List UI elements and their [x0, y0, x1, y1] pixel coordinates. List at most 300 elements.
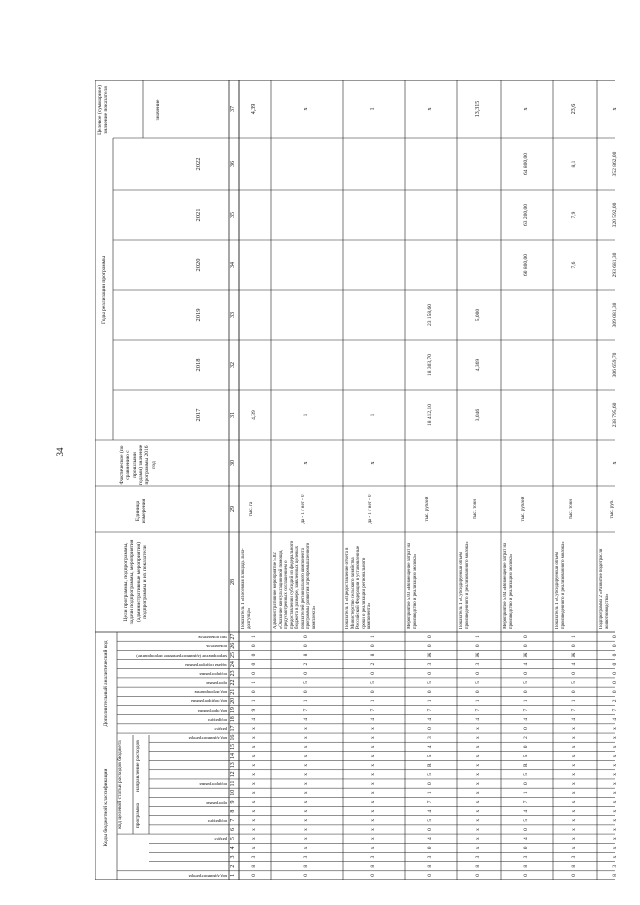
code-cell: 0	[475, 690, 481, 694]
code-cell: 0	[612, 644, 618, 648]
column-number: 35	[230, 212, 236, 218]
code-cell: 5	[523, 754, 529, 758]
row-unit: тыс. рублей	[425, 496, 430, 522]
header-expense-direction: направление расходов	[135, 740, 141, 792]
column-number: 37	[230, 106, 236, 112]
code-cell: 7	[370, 708, 376, 712]
code-cell: 0	[523, 690, 529, 694]
row-year-value: 4,39	[251, 410, 257, 420]
column-number: 12	[230, 771, 236, 778]
code-cell: x	[612, 763, 618, 767]
row-year-value	[303, 240, 312, 290]
vertical-header-label: подраздел	[207, 818, 227, 824]
row-actual	[571, 440, 580, 486]
code-cell: x	[571, 773, 577, 776]
code-cell: x	[571, 837, 577, 841]
code-cell: 8	[303, 653, 309, 657]
row-year-value: 3,046	[475, 408, 481, 422]
code-cell: 1	[475, 699, 481, 703]
row-year-value: 5,000	[475, 308, 481, 322]
column-number: 18	[230, 716, 236, 723]
column-number: 8	[230, 809, 236, 813]
code-cell: 8	[303, 864, 309, 868]
code-cell: Ж	[427, 652, 433, 658]
row-year-value	[475, 138, 484, 190]
vertical-header-label: код программы	[197, 708, 227, 714]
row-year-value	[475, 190, 484, 240]
code-cell: 0	[612, 662, 618, 666]
code-cell: 0	[523, 745, 529, 749]
code-cell: x	[612, 736, 618, 740]
code-cell: 0	[427, 635, 433, 638]
code-cell: 2	[523, 736, 529, 740]
row-year-value	[523, 290, 532, 340]
vertical-header-label: раздел	[214, 727, 227, 733]
code-cell: x	[612, 846, 618, 850]
code-cell: x	[612, 773, 618, 776]
code-cell: x	[475, 782, 481, 785]
header-target-sub: значение	[155, 99, 161, 121]
code-cell: 4	[427, 745, 433, 749]
code-cell: 4	[612, 717, 618, 721]
vertical-header-label: код подпрограммы	[190, 699, 227, 705]
row-year-value: 320 592,00	[612, 202, 618, 228]
code-cell: x	[251, 791, 257, 795]
code-cell: 0	[370, 644, 376, 648]
code-cell: 0	[523, 635, 529, 638]
row-year-value	[571, 340, 580, 390]
year-label: 2021	[195, 208, 202, 222]
row-year-value: 7,6	[571, 261, 577, 269]
row-year-value	[370, 340, 379, 390]
code-cell: 0	[523, 727, 529, 730]
row-actual: x	[612, 461, 618, 465]
code-cell: x	[571, 754, 577, 758]
code-cell: 0	[612, 635, 618, 638]
column-number: 25	[230, 651, 236, 658]
code-cell: x	[251, 754, 257, 758]
code-cell: x	[370, 745, 376, 749]
row-description: Показатель 1 «Субсидируемый объем произведенного и реализованного молока»	[459, 541, 470, 629]
code-cell: x	[251, 800, 257, 804]
code-cell: x	[475, 745, 481, 749]
column-number: 21	[230, 688, 236, 695]
column-number: 36	[230, 161, 236, 167]
code-cell: 0	[523, 782, 529, 785]
column-number: 10	[230, 789, 236, 796]
code-cell: 8	[427, 864, 433, 868]
row-target: x	[303, 107, 309, 111]
column-number: 13	[230, 762, 236, 769]
code-cell: 8	[475, 864, 481, 868]
code-cell: x	[370, 828, 376, 831]
code-cell: 4	[523, 717, 529, 721]
column-number: 27	[230, 633, 236, 640]
code-cell: 5	[303, 681, 309, 684]
year-label: 2017	[195, 408, 202, 422]
code-cell: 4	[475, 717, 481, 721]
code-cell: 0	[303, 644, 309, 648]
row-year-value	[523, 340, 532, 390]
code-cell: 4	[251, 717, 257, 721]
code-cell: x	[571, 809, 577, 813]
code-cell: 1	[370, 699, 376, 703]
code-cell: x	[571, 818, 577, 822]
code-cell: 3	[427, 855, 433, 859]
code-cell: 7	[523, 800, 529, 804]
row-year-value	[251, 290, 260, 340]
code-cell: 4	[303, 717, 309, 721]
code-cell: x	[370, 791, 376, 795]
code-cell: x	[475, 846, 481, 850]
code-cell: 0	[612, 671, 618, 675]
code-cell: 5	[523, 773, 529, 776]
code-cell: x	[370, 782, 376, 785]
vertical-header-label: подпрограмма	[199, 782, 227, 788]
code-cell: 0	[523, 671, 529, 675]
row-target: 1	[370, 107, 376, 111]
row-target: x	[523, 107, 529, 111]
row-target: 4,39	[251, 103, 257, 115]
code-cell: Ж	[523, 652, 529, 658]
code-cell: 1	[251, 699, 257, 703]
row-actual	[427, 440, 436, 486]
column-number: 1	[230, 873, 236, 877]
code-cell: 3	[571, 855, 577, 859]
column-number: 3	[230, 855, 236, 859]
code-cell: 8	[571, 864, 577, 868]
row-year-value: 4,369	[475, 358, 481, 372]
code-cell: x	[303, 846, 309, 850]
vertical-header-label: показатель	[206, 644, 227, 650]
code-cell: x	[475, 727, 481, 730]
code-cell: x	[251, 773, 257, 776]
row-actual	[523, 440, 532, 486]
code-cell: 2	[303, 662, 309, 666]
code-cell: 3	[251, 855, 257, 859]
row-actual	[251, 440, 260, 486]
column-number: 19	[230, 707, 236, 714]
code-cell: 4	[427, 717, 433, 721]
code-cell: 0	[523, 828, 529, 831]
code-cell: 0	[523, 644, 529, 648]
code-cell: 0	[427, 690, 433, 694]
code-cell: x	[612, 727, 618, 730]
code-cell: 5	[427, 818, 433, 822]
code-cell: 1	[523, 791, 529, 795]
code-cell: x	[251, 809, 257, 813]
code-cell: 5	[370, 681, 376, 684]
column-number: 22	[230, 679, 236, 686]
row-year-value: 309 081,30	[612, 302, 618, 328]
row-year-value	[303, 138, 312, 190]
row-year-value	[370, 138, 379, 190]
code-cell: x	[370, 773, 376, 776]
row-year-value: 18 412,10	[427, 404, 433, 426]
code-cell: x	[612, 800, 618, 804]
code-cell: x	[370, 837, 376, 841]
code-cell: 0	[475, 671, 481, 675]
row-year-value: 63 200,00	[523, 204, 529, 226]
code-cell: 7	[523, 708, 529, 712]
row-year-value	[303, 340, 312, 390]
row-unit: тыс. тонн	[473, 498, 478, 520]
code-cell: 8	[251, 864, 257, 868]
code-cell: 3	[370, 855, 376, 859]
code-cell: 7	[571, 708, 577, 712]
code-cell: 0	[571, 671, 577, 675]
row-description: Подпрограмма 2 «Развитие подотрасли животноводства»	[599, 548, 610, 629]
code-cell: 0	[523, 874, 529, 877]
code-cell: x	[475, 763, 481, 767]
row-year-value: 64 800,00	[523, 153, 529, 175]
row-description: Показатель 1 «Предоставление отчета в Министерство сельского хозяйства Российской Федерации в установленные сроки о реализации регионального компонента»	[345, 545, 373, 629]
code-cell: x	[370, 809, 376, 813]
row-year-value	[251, 240, 260, 290]
code-cell: 1	[571, 635, 577, 638]
code-cell: x	[303, 736, 309, 740]
row-year-value	[303, 190, 312, 240]
code-cell: x	[251, 763, 257, 767]
code-cell: 4	[571, 662, 577, 666]
column-number: 6	[230, 828, 236, 831]
code-cell: x	[303, 754, 309, 758]
code-cell: x	[475, 736, 481, 740]
code-cell: x	[370, 818, 376, 822]
row-year-value	[427, 240, 436, 290]
row-year-value	[370, 190, 379, 240]
row-target: x	[612, 107, 618, 111]
row-year-value: 293 681,30	[612, 252, 618, 278]
code-cell: 3	[475, 855, 481, 859]
code-cell: x	[251, 846, 257, 850]
year-label: 2020	[195, 258, 202, 272]
code-cell: 2	[370, 662, 376, 666]
code-cell: 0	[612, 681, 618, 684]
column-number: 20	[230, 697, 236, 704]
code-cell: x	[475, 818, 481, 822]
code-cell: x	[475, 773, 481, 776]
code-cell: 5	[523, 818, 529, 822]
header-unit: Единица измерения	[135, 498, 148, 524]
code-cell: 4	[427, 809, 433, 813]
code-cell: 1	[427, 699, 433, 703]
row-actual	[475, 440, 484, 486]
column-number: 30	[230, 460, 236, 466]
code-cell: 1	[427, 791, 433, 795]
code-cell: x	[370, 754, 376, 758]
row-target: 23,6	[571, 103, 577, 115]
code-cell: 0	[370, 671, 376, 675]
code-cell: 5	[475, 681, 481, 684]
code-cell: x	[303, 828, 309, 831]
row-year-value: 1	[370, 413, 376, 417]
code-cell: 3	[612, 864, 618, 868]
code-cell: 3	[303, 855, 309, 859]
code-cell: x	[475, 809, 481, 813]
row-year-value: 18 303,70	[427, 354, 433, 376]
vertical-header-label: программа	[206, 681, 227, 687]
row-year-value	[370, 290, 379, 340]
code-cell: 9	[251, 708, 257, 712]
row-year-value: 352 862,00	[612, 151, 618, 177]
row-year-value	[571, 390, 580, 440]
code-cell: x	[571, 763, 577, 767]
code-cell: R	[427, 763, 433, 768]
row-year-value	[251, 340, 260, 390]
row-description: Мероприятие 5.03 «Возмещение затрат на производство и реализацию молока»	[407, 542, 418, 629]
column-number: 11	[230, 780, 236, 787]
column-number: 17	[230, 725, 236, 732]
code-cell: 1	[251, 681, 257, 684]
code-cell: 5	[523, 681, 529, 684]
code-cell: 7	[612, 708, 618, 712]
column-number: 32	[230, 362, 236, 368]
row-unit: тыс. рублей	[521, 496, 526, 522]
code-cell: x	[612, 791, 618, 795]
code-cell: 5	[427, 773, 433, 776]
code-cell: 0	[427, 874, 433, 877]
code-cell: x	[475, 791, 481, 795]
code-cell: x	[571, 736, 577, 740]
code-cell: x	[612, 782, 618, 785]
code-cell: 8	[370, 653, 376, 657]
code-cell: 0	[571, 690, 577, 694]
code-cell: x	[370, 736, 376, 740]
code-cell: x	[251, 727, 257, 730]
code-cell: 0	[303, 874, 309, 877]
code-cell: x	[370, 763, 376, 767]
code-cell: 4	[571, 717, 577, 721]
code-cell: 0	[427, 727, 433, 730]
code-cell: x	[251, 782, 257, 785]
code-cell: x	[251, 828, 257, 831]
code-cell: x	[475, 800, 481, 804]
row-year-value: 7,9	[571, 211, 577, 219]
vertical-header-label: подпрограмма	[199, 671, 227, 677]
row-year-value	[251, 138, 260, 190]
code-cell: x	[251, 837, 257, 841]
code-cell: 0	[370, 690, 376, 694]
code-cell: 1	[475, 635, 481, 638]
code-cell: x	[251, 745, 257, 749]
code-cell: 7	[303, 708, 309, 712]
code-cell: 0	[427, 846, 433, 850]
code-cell: x	[370, 800, 376, 804]
code-cell: 0	[475, 874, 481, 877]
column-number: 5	[230, 837, 236, 841]
header-budget-classification: Коды бюджетной классификации	[103, 768, 109, 847]
column-number: 31	[230, 412, 236, 418]
code-cell: 0	[303, 690, 309, 694]
column-number: 14	[230, 753, 236, 760]
code-cell: 0	[251, 644, 257, 648]
year-label: 2018	[195, 358, 202, 372]
code-cell: 0	[475, 644, 481, 648]
row-description: Административное мероприятие 5.02 «Оказание консультационной помощи, предусмотренных соглашением о предоставлении субсидий из федерального бюджета в размере, заявленных целевых показателей регионального компонента программы развития агропромышленного комплекса»	[273, 540, 317, 629]
code-cell: 0	[251, 653, 257, 657]
code-cell: Ж	[571, 652, 577, 658]
vertical-header-label: раздел	[214, 837, 227, 843]
code-cell: 5	[571, 681, 577, 684]
code-cell: x	[475, 754, 481, 758]
code-cell: x	[303, 809, 309, 813]
row-unit: да - 1 / нет - 0	[368, 494, 373, 524]
code-cell: 1	[571, 699, 577, 703]
row-description: Показатель 1 «Субсидируемый объем произведенного и реализованного молока»	[555, 541, 566, 629]
header-years-group: Годы реализации программы	[101, 256, 107, 324]
code-cell: 3	[475, 662, 481, 666]
vertical-header-label: код мероприятия	[194, 690, 227, 696]
code-cell: 4	[523, 837, 529, 841]
row-year-value	[251, 190, 260, 240]
code-cell: 0	[427, 828, 433, 831]
header-expense-program: программа	[135, 802, 141, 829]
vertical-header-label: задача подпрограммы	[185, 662, 227, 668]
column-number: 23	[230, 670, 236, 677]
row-year-value: 60 800,00	[523, 254, 529, 276]
row-unit: тыс. тонн	[569, 498, 574, 520]
code-cell: x	[571, 782, 577, 785]
row-year-value: 306 659,70	[612, 352, 618, 378]
row-target: x	[427, 107, 433, 111]
code-cell: 8	[612, 874, 618, 877]
code-cell: 5	[427, 681, 433, 684]
header-target: Целевое (суммарное) значение показателя	[97, 85, 110, 135]
code-cell: 0	[427, 782, 433, 785]
code-cell: 4	[370, 717, 376, 721]
column-number: 24	[230, 661, 236, 668]
code-cell: x	[475, 828, 481, 831]
row-description: Мероприятие 5.04 «Возмещение затрат на производство и реализацию молока»	[503, 542, 514, 629]
year-label: 2019	[195, 308, 202, 322]
column-number: 29	[230, 506, 236, 512]
code-cell: 1	[523, 699, 529, 703]
column-number: 2	[230, 864, 236, 868]
code-cell: x	[303, 837, 309, 841]
code-cell: x	[303, 763, 309, 767]
code-cell: x	[571, 791, 577, 795]
vertical-header-label: подраздел	[207, 717, 227, 723]
code-cell: R	[523, 763, 529, 768]
code-cell: x	[571, 727, 577, 730]
code-cell: 0	[427, 671, 433, 675]
code-cell: 8	[370, 864, 376, 868]
code-cell: x	[612, 818, 618, 822]
row-year-value	[523, 390, 532, 440]
code-cell: x	[612, 855, 618, 859]
row-year-value	[427, 138, 436, 190]
code-cell: x	[571, 745, 577, 749]
code-cell: x	[303, 782, 309, 785]
code-cell: x	[251, 736, 257, 740]
code-cell: x	[303, 818, 309, 822]
code-cell: 0	[427, 644, 433, 648]
code-cell: x	[251, 818, 257, 822]
code-cell: x	[612, 754, 618, 758]
code-cell: 8	[523, 864, 529, 868]
column-number: 7	[230, 818, 236, 822]
column-number: 28	[230, 579, 236, 585]
row-unit: тыс. руб.	[610, 499, 615, 519]
row-year-value: 238 795,60	[612, 402, 618, 428]
code-cell: 0	[251, 690, 257, 694]
code-cell: 0	[251, 671, 257, 675]
code-cell: x	[303, 773, 309, 776]
vertical-header-label: мероприятие (административное мероприятие)	[136, 653, 227, 659]
row-year-value: 1	[303, 413, 309, 417]
row-year-value	[370, 240, 379, 290]
